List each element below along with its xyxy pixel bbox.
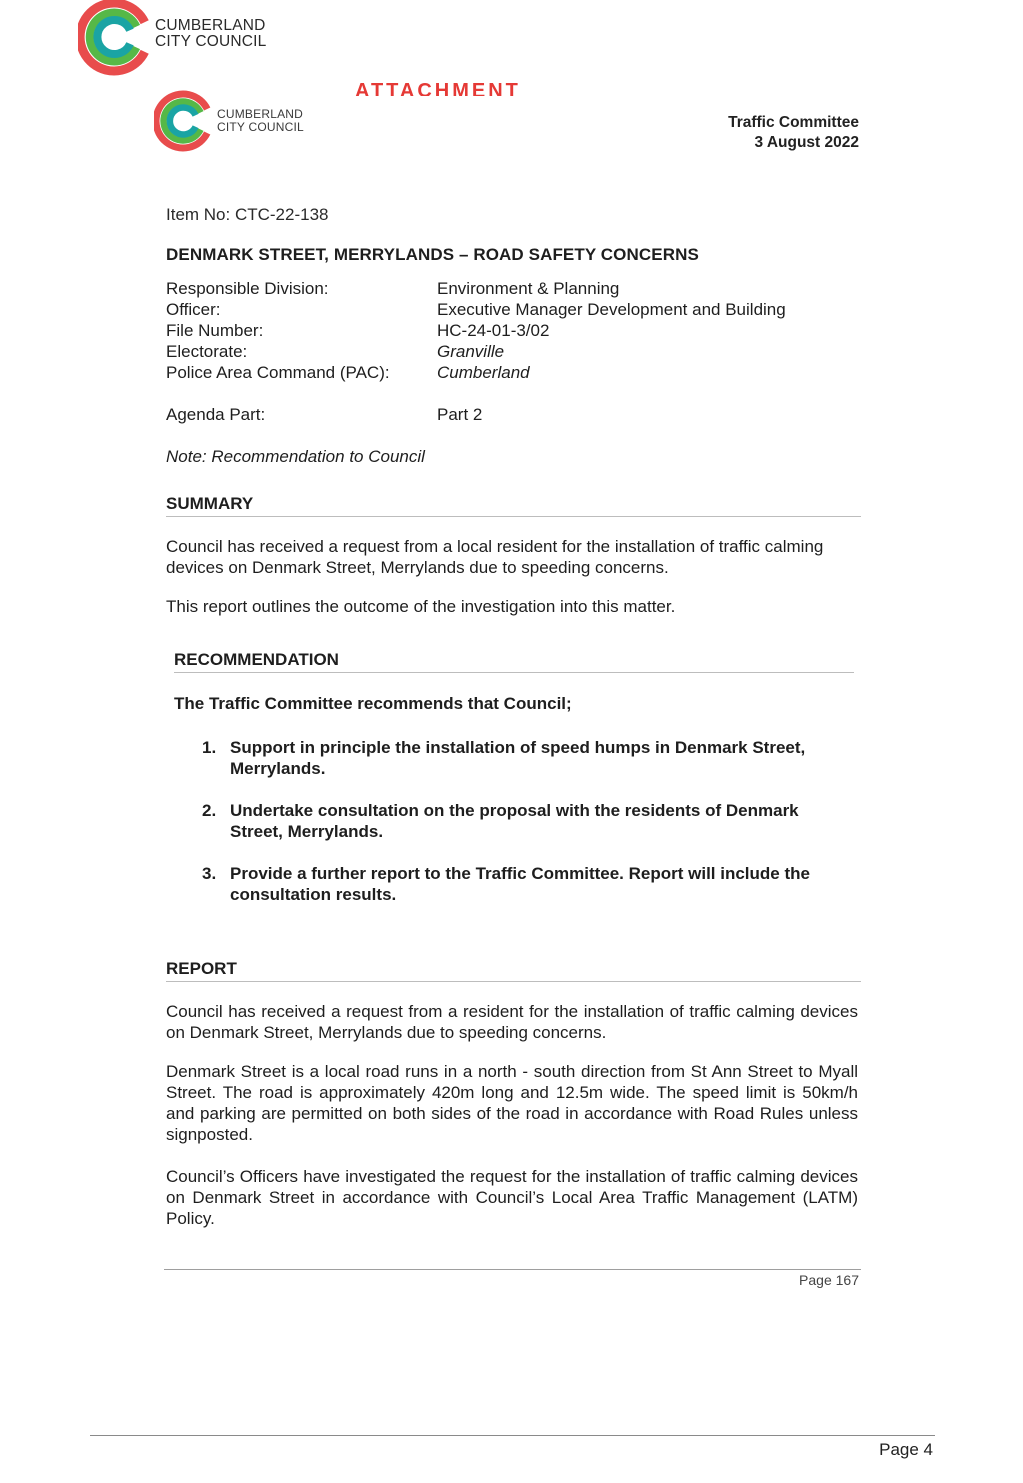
summary-paragraph: This report outlines the outcome of the investigation into this matter. <box>166 597 676 616</box>
agenda-value: Part 2 <box>437 405 483 424</box>
meta-row <box>166 299 866 320</box>
agenda-label: Agenda Part: <box>166 405 266 424</box>
meta-label: Police Area Command (PAC): <box>166 363 390 382</box>
inner-page-number: Page 167 <box>799 1272 859 1288</box>
meta-row <box>166 278 866 299</box>
meta-label: Responsible Division: <box>166 279 329 298</box>
attachment-label: ATTACHMENT <box>355 80 521 96</box>
inner-logo-line-2: CITY COUNCIL <box>217 119 304 134</box>
council-logo-icon <box>78 0 156 76</box>
report-paragraph: Council’s Officers have investigated the request for the installation of traffic calming devices on Denmark Street in accordance with Council’s Local Area Traffic Management (LATM) Policy. <box>166 1167 858 1228</box>
attachment-stamp <box>355 70 525 96</box>
meta-label: Officer: <box>166 300 221 319</box>
report-divider <box>166 981 861 982</box>
committee-header <box>728 113 859 153</box>
meta-label: Electorate: <box>166 342 248 361</box>
outer-page-number: Page 4 <box>879 1440 933 1459</box>
meta-value: Environment & Planning <box>437 279 620 298</box>
summary-heading: SUMMARY <box>166 494 254 513</box>
report-paragraph: Council has received a request from a resident for the installation of traffic calming devices on Denmark Street, Merrylands due to speeding concerns. <box>166 1002 858 1042</box>
summary-divider <box>166 516 861 517</box>
report-title: DENMARK STREET, MERRYLANDS – ROAD SAFETY CONCERNS <box>166 245 699 264</box>
report-heading: REPORT <box>166 959 237 978</box>
meta-value: Granville <box>437 342 505 361</box>
meta-row <box>166 341 866 362</box>
list-item <box>202 800 854 842</box>
meta-value: Executive Manager Development and Building <box>437 300 786 319</box>
outer-footer-divider <box>90 1435 935 1436</box>
list-item-text: Support in principle the installation of speed humps in Denmark Street, Merrylands. <box>230 738 806 778</box>
meta-value: Cumberland <box>437 363 530 382</box>
list-item <box>202 863 854 905</box>
outer-logo-text <box>155 18 267 51</box>
meta-row <box>166 320 866 341</box>
inner-logo-text <box>217 108 304 133</box>
recommendation-divider <box>174 672 854 673</box>
summary-paragraph: Council has received a request from a local resident for the installation of traffic calming devices on Denmark Street, Merrylands due to speeding concerns. <box>166 537 824 577</box>
list-item-number: 2. <box>202 801 217 820</box>
recommendation-intro: The Traffic Committee recommends that Council; <box>174 694 572 713</box>
report-metadata <box>166 278 866 383</box>
report-paragraph: Denmark Street is a local road runs in a north - south direction from St Ann Street to Myall Street. The road is approximately 420m long and 12.5m wide. The speed limit is 50km/h and parking are permitted on both sides of the road in accordance with Road Rules unless signposted. <box>166 1062 858 1144</box>
inner-council-logo-icon <box>154 90 216 152</box>
list-item-number: 1. <box>202 738 217 757</box>
list-item-text: Provide a further report to the Traffic Committee. Report will include the consultation results. <box>230 864 810 904</box>
report-note: Note: Recommendation to Council <box>166 447 425 466</box>
inner-footer-divider <box>164 1269 861 1270</box>
recommendation-list <box>202 737 854 926</box>
list-item-number: 3. <box>202 864 217 883</box>
logo-line-2: CITY COUNCIL <box>155 33 267 51</box>
committee-name: Traffic Committee <box>728 114 859 131</box>
logo-line-1: CUMBERLAND <box>155 17 266 34</box>
meta-row <box>166 362 866 383</box>
list-item <box>202 737 854 779</box>
inner-logo-line-1: CUMBERLAND <box>217 107 304 121</box>
agenda-part <box>166 405 866 425</box>
list-item-text: Undertake consultation on the proposal with the residents of Denmark Street, Merrylands. <box>230 801 799 841</box>
meta-value: HC-24-01-3/02 <box>437 321 550 340</box>
meta-label: File Number: <box>166 321 264 340</box>
recommendation-heading: RECOMMENDATION <box>174 650 339 669</box>
committee-date: 3 August 2022 <box>754 134 859 151</box>
item-number: Item No: CTC-22-138 <box>166 205 329 224</box>
